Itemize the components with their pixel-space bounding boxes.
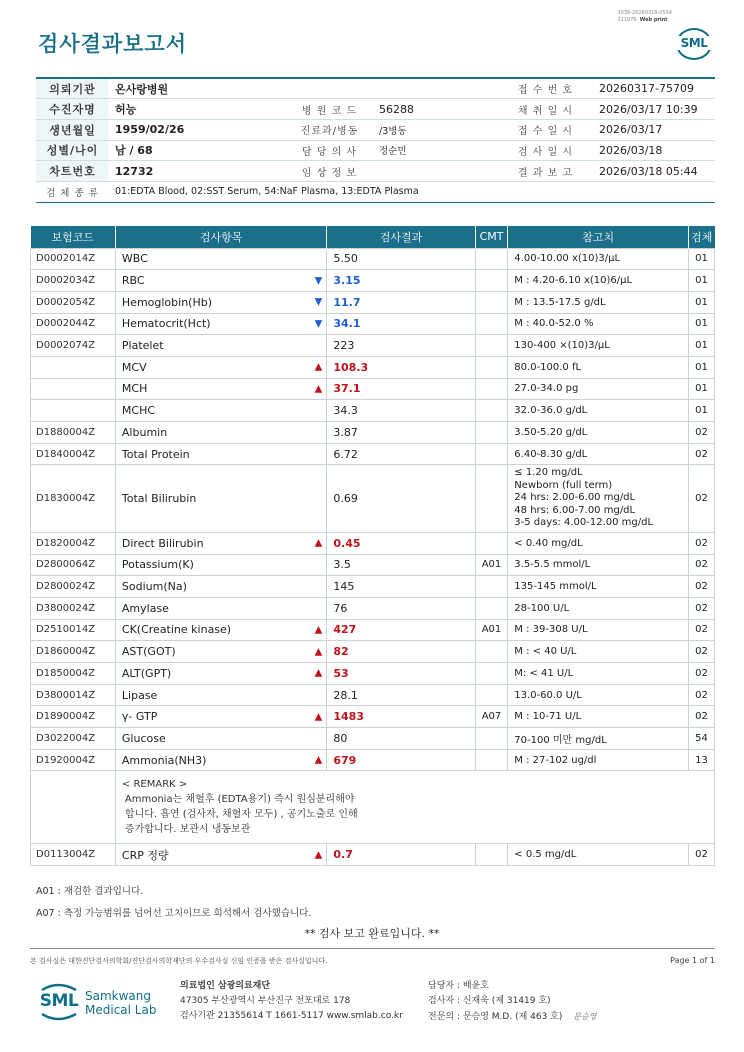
lab-contact: 검사기관 21355614 T 1661-5117 www.smlab.co.kr (180, 1011, 403, 1021)
result-item-name: ALT(GPT) (121, 666, 172, 680)
col-header-cmt: CMT (475, 226, 508, 248)
doctor-value: 정순민 (373, 140, 498, 161)
lab-logo-text: SML (39, 991, 79, 1011)
result-row (31, 443, 715, 465)
result-row (31, 335, 715, 357)
patient-name-value: 허능 (109, 99, 286, 120)
staff-info (428, 979, 596, 1025)
result-item-name: Ammonia(NH3) (121, 753, 207, 767)
remark-row (31, 771, 715, 844)
result-item (115, 554, 326, 576)
result-item (115, 248, 326, 270)
result-item-name: Sodium(Na) (121, 580, 187, 594)
document-number-text: 3038-20260318-0554 (617, 10, 672, 16)
result-reference: 3.50-5.20 g/dL (508, 422, 689, 444)
result-specimen: 01 (688, 270, 714, 292)
specimen-label: 검 체 종 류 (36, 181, 109, 202)
staff-value: 배윤호 (462, 981, 489, 991)
lab-address: 47305 부산광역시 부산진구 전포대로 178 (180, 996, 351, 1006)
specimen-value: 01:EDTA Blood, 02:SST Serum, 54:NaF Plasma, 13:EDTA Plasma (109, 181, 715, 202)
tester-label: 검사자 : (428, 996, 460, 1006)
result-specimen: 01 (688, 356, 714, 378)
high-flag-icon: ▲ (314, 383, 323, 395)
result-cmt (475, 356, 508, 378)
result-item (115, 619, 326, 641)
remark-line: 합니다. 흡연 (검사자, 채혈자 모두) , 공기노출로 인해 (124, 809, 358, 821)
col-header-code: 보험코드 (31, 226, 116, 248)
result-cmt (475, 641, 508, 663)
result-code: D3800024Z (31, 597, 116, 619)
lab-name-line2: Medical Lab (85, 1003, 157, 1017)
result-cmt (475, 443, 508, 465)
doctor-label: 담 당 의 사 (286, 140, 373, 161)
result-specimen: 01 (688, 378, 714, 400)
sex-age-value: 남 / 68 (109, 140, 286, 161)
result-reference: 27.0-34.0 pg (508, 378, 689, 400)
result-value: 108.3 (327, 356, 475, 378)
result-value: 34.3 (327, 400, 475, 422)
result-cmt (475, 844, 508, 866)
patient-row (36, 140, 715, 161)
result-value: 145 (327, 576, 475, 598)
high-flag-icon: ▲ (314, 849, 323, 861)
result-code: D0002054Z (31, 291, 116, 313)
result-item-name: RBC (121, 274, 145, 288)
result-cmt (475, 749, 508, 771)
test-date-value: 2026/03/18 (593, 140, 715, 161)
reference-line: 24 hrs: 2.00-6.00 mg/dL (514, 492, 636, 504)
result-item-name: MCHC (121, 404, 156, 418)
result-item-name: Amylase (121, 601, 169, 615)
dob-label: 생년월일 (36, 119, 109, 140)
result-item (115, 356, 326, 378)
result-row (31, 728, 715, 750)
result-value: 3.5 (327, 554, 475, 576)
result-row (31, 422, 715, 444)
result-reference: 3.5-5.5 mmol/L (508, 554, 689, 576)
specialist-value: 문승영 M.D. (제 463 호) (462, 1012, 563, 1022)
result-specimen: 01 (688, 248, 714, 270)
result-reference: 130-400 ×(10)3/μL (508, 335, 689, 357)
result-code: D1920004Z (31, 749, 116, 771)
result-reference: M : 40.0-52.0 % (508, 313, 689, 335)
report-date-value: 2026/03/18 05:44 (593, 161, 715, 182)
result-specimen: 02 (688, 554, 714, 576)
result-item (115, 663, 326, 685)
result-row (31, 532, 715, 554)
result-item-name: Albumin (121, 425, 168, 439)
result-code: D3022004Z (31, 728, 116, 750)
reference-line: 48 hrs: 6.00-7.00 mg/dL (514, 504, 636, 516)
result-value: 80 (327, 728, 475, 750)
result-specimen: 02 (688, 619, 714, 641)
sml-logo (674, 28, 714, 60)
result-row (31, 684, 715, 706)
result-row (31, 706, 715, 728)
collect-date-label: 채 취 일 시 (498, 99, 593, 120)
results-table (30, 226, 715, 866)
result-cmt (475, 597, 508, 619)
foundation-name: 의료법인 삼광의료재단 (180, 981, 271, 991)
result-specimen: 02 (688, 706, 714, 728)
result-row (31, 400, 715, 422)
result-item-name: Total Bilirubin (121, 492, 197, 506)
document-sub (617, 17, 672, 24)
samkwang-logo (36, 980, 166, 1022)
result-reference: 135-145 mmol/L (508, 576, 689, 598)
result-item (115, 291, 326, 313)
result-reference: 32.0-36.0 g/dL (508, 400, 689, 422)
result-value: 0.45 (327, 532, 475, 554)
result-reference: 80.0-100.0 fL (508, 356, 689, 378)
receipt-no-label: 접 수 번 호 (498, 78, 593, 99)
result-specimen: 01 (688, 291, 714, 313)
result-cmt (475, 335, 508, 357)
result-code: D1820004Z (31, 532, 116, 554)
chart-no-value: 12732 (109, 161, 286, 182)
result-reference: 70-100 미만 mg/dL (508, 728, 689, 750)
result-value: 28.1 (327, 684, 475, 706)
result-item (115, 749, 326, 771)
staff-label: 담당자 : (428, 981, 460, 991)
result-cmt (475, 291, 508, 313)
result-item (115, 443, 326, 465)
patient-name-label: 수진자명 (36, 99, 109, 120)
result-code: D1880004Z (31, 422, 116, 444)
result-row (31, 248, 715, 270)
col-header-result: 검사결과 (327, 226, 475, 248)
result-code: D0113004Z (31, 844, 116, 866)
result-row (31, 270, 715, 292)
clinical-label: 임 상 정 보 (286, 161, 373, 182)
result-item-name: CRP 정량 (121, 848, 169, 862)
result-code (31, 356, 116, 378)
result-cmt (475, 684, 508, 706)
collect-date-value: 2026/03/17 10:39 (593, 99, 715, 120)
result-item-name: Direct Bilirubin (121, 536, 204, 550)
result-specimen: 02 (688, 641, 714, 663)
result-code: D0002074Z (31, 335, 116, 357)
reference-line: 3-5 days: 4.00-12.00 mg/dL (514, 517, 654, 529)
results-header-row (31, 226, 715, 248)
result-reference: 6.40-8.30 g/dL (508, 443, 689, 465)
result-item (115, 400, 326, 422)
requester-value: 온사랑병원 (109, 78, 498, 99)
result-item (115, 597, 326, 619)
result-code: D0002034Z (31, 270, 116, 292)
result-cmt (475, 532, 508, 554)
result-code: D1850004Z (31, 663, 116, 685)
requester-label: 의뢰기관 (36, 78, 109, 99)
reference-line: Newborn (full term) (514, 479, 613, 491)
result-row (31, 554, 715, 576)
result-value: 76 (327, 597, 475, 619)
result-specimen: 02 (688, 576, 714, 598)
result-value: 6.72 (327, 443, 475, 465)
high-flag-icon: ▲ (314, 537, 323, 549)
remark-line: 증가합니다. 보관시 냉동보관 (124, 824, 251, 836)
result-item-name: MCH (121, 382, 148, 396)
lab-name (85, 989, 156, 1017)
specialist-label: 전문의 : (428, 1012, 460, 1022)
result-code: D1860004Z (31, 641, 116, 663)
result-item (115, 422, 326, 444)
result-specimen: 02 (688, 532, 714, 554)
web-print-label: Web print (639, 17, 668, 23)
result-item (115, 270, 326, 292)
result-specimen: 02 (688, 663, 714, 685)
result-item-name: Potassium(K) (121, 558, 194, 572)
result-item-name: Hematocrit(Hct) (121, 317, 211, 331)
result-reference (508, 465, 689, 533)
result-reference: M: < 41 U/L (508, 663, 689, 685)
result-cmt (475, 270, 508, 292)
tester-value: 신재욱 (제 31419 호) (462, 996, 551, 1006)
result-row (31, 597, 715, 619)
result-item-name: MCV (121, 360, 147, 374)
result-code: D2800064Z (31, 554, 116, 576)
test-date-label: 검 사 일 시 (498, 140, 593, 161)
reference-line: ≤ 1.20 mg/dL (514, 467, 583, 479)
col-header-spec: 검체 (688, 226, 714, 248)
result-value: 223 (327, 335, 475, 357)
result-item-name: Glucose (121, 731, 166, 745)
result-row (31, 619, 715, 641)
remark-cell (115, 771, 714, 844)
result-value: 11.7 (327, 291, 475, 313)
hospital-code-value: 56288 (373, 99, 498, 120)
result-value: 82 (327, 641, 475, 663)
remark-line: Ammonia는 채혈후 (EDTA용기) 즉시 원심분리해야 (124, 794, 355, 806)
result-item (115, 465, 326, 533)
footer-divider (30, 948, 715, 949)
col-header-item: 검사항목 (115, 226, 326, 248)
result-code: D0002014Z (31, 248, 116, 270)
result-cmt (475, 313, 508, 335)
patient-info-table (36, 77, 715, 203)
result-row (31, 749, 715, 771)
result-code: D2510014Z (31, 619, 116, 641)
result-value: 34.1 (327, 313, 475, 335)
receipt-no-value: 20260317-75709 (593, 78, 715, 99)
result-value: 427 (327, 619, 475, 641)
result-item (115, 844, 326, 866)
note-a01: A01 : 재검한 결과입니다. (36, 886, 144, 897)
result-item-name: WBC (121, 252, 148, 266)
result-code: D1830004Z (31, 465, 116, 533)
result-cmt (475, 576, 508, 598)
result-row (31, 378, 715, 400)
result-cmt (475, 400, 508, 422)
result-item-name: Total Protein (121, 447, 190, 461)
result-code: D1840004Z (31, 443, 116, 465)
high-flag-icon: ▲ (314, 361, 323, 373)
result-item (115, 576, 326, 598)
result-value: 1483 (327, 706, 475, 728)
result-cmt: A07 (475, 706, 508, 728)
result-specimen: 13 (688, 749, 714, 771)
result-item (115, 532, 326, 554)
result-cmt: A01 (475, 554, 508, 576)
document-number (617, 10, 672, 24)
result-item (115, 378, 326, 400)
result-value: 37.1 (327, 378, 475, 400)
result-row (31, 356, 715, 378)
patient-row (36, 99, 715, 120)
result-reference: < 0.5 mg/dL (508, 844, 689, 866)
result-value: 0.69 (327, 465, 475, 533)
specialist-line (428, 1009, 596, 1025)
result-code: D1890004Z (31, 706, 116, 728)
result-item (115, 641, 326, 663)
chart-no-label: 차트번호 (36, 161, 109, 182)
result-specimen: 02 (688, 684, 714, 706)
tester-line (428, 994, 596, 1009)
result-item-name: Lipase (121, 688, 158, 702)
sex-age-label: 성별/나이 (36, 140, 109, 161)
result-specimen: 54 (688, 728, 714, 750)
result-row (31, 465, 715, 533)
page-number: Page 1 of 1 (670, 956, 715, 965)
result-code: D2800024Z (31, 576, 116, 598)
high-flag-icon: ▲ (314, 754, 323, 766)
result-row (31, 576, 715, 598)
result-row (31, 663, 715, 685)
certification-text: 본 검사실은 대한진단검사의학회/진단검사의학재단의 우수검사실 신임 인증을 받은 검사실입니다. (30, 957, 328, 965)
result-cmt (475, 728, 508, 750)
result-specimen: 01 (688, 400, 714, 422)
result-value: 0.7 (327, 844, 475, 866)
result-specimen: 02 (688, 844, 714, 866)
result-code: D0002044Z (31, 313, 116, 335)
result-specimen: 02 (688, 443, 714, 465)
result-item (115, 728, 326, 750)
result-value: 679 (327, 749, 475, 771)
result-specimen: 02 (688, 465, 714, 533)
receipt-date-value: 2026/03/17 (593, 119, 715, 140)
result-reference: < 0.40 mg/dL (508, 532, 689, 554)
result-value: 3.87 (327, 422, 475, 444)
document-sub-text: 121076 (617, 17, 637, 23)
result-cmt (475, 378, 508, 400)
report-complete-note: ** 검사 보고 완료입니다. ** (304, 927, 440, 940)
result-row (31, 641, 715, 663)
result-cmt (475, 465, 508, 533)
result-item-name: γ- GTP (121, 710, 158, 724)
result-row (31, 291, 715, 313)
result-code (31, 378, 116, 400)
result-item (115, 335, 326, 357)
receipt-date-label: 접 수 일 시 (498, 119, 593, 140)
patient-row (36, 161, 715, 182)
result-reference: M : 13.5-17.5 g/dL (508, 291, 689, 313)
result-row (31, 313, 715, 335)
result-item-name: AST(GOT) (121, 645, 176, 659)
patient-row (36, 181, 715, 202)
lab-name-line1: Samkwang (85, 989, 151, 1003)
high-flag-icon: ▲ (314, 624, 323, 636)
result-reference: 13.0-60.0 U/L (508, 684, 689, 706)
patient-row (36, 78, 715, 99)
result-value: 3.15 (327, 270, 475, 292)
result-code: D3800014Z (31, 684, 116, 706)
result-reference: M : < 40 U/L (508, 641, 689, 663)
result-specimen: 01 (688, 335, 714, 357)
remark-empty (31, 771, 116, 844)
result-item-name: Hemoglobin(Hb) (121, 295, 213, 309)
result-specimen: 01 (688, 313, 714, 335)
note-a07: A07 : 측정 가능범위를 넘어선 고치이므로 희석해서 검사했습니다. (36, 908, 312, 919)
remark-title: < REMARK > (121, 779, 188, 791)
result-cmt (475, 248, 508, 270)
result-cmt (475, 422, 508, 444)
result-value: 53 (327, 663, 475, 685)
report-date-label: 결 과 보 고 (498, 161, 593, 182)
col-header-ref: 참고치 (508, 226, 689, 248)
result-item (115, 706, 326, 728)
lab-info (180, 979, 403, 1024)
result-code (31, 400, 116, 422)
dob-value: 1959/02/26 (109, 119, 286, 140)
specialist-signature: 문승영 (573, 1012, 597, 1021)
dept-label: 진료과/병동 (286, 119, 373, 140)
low-flag-icon: ▼ (314, 275, 323, 287)
result-item (115, 313, 326, 335)
page-title: 검사결과보고서 (38, 32, 188, 56)
sml-logo-text: SML (674, 36, 714, 50)
high-flag-icon: ▲ (314, 667, 323, 679)
result-reference: M : 27-102 ug/dl (508, 749, 689, 771)
result-reference: M : 10-71 U/L (508, 706, 689, 728)
result-reference: M : 4.20-6.10 x(10)6/μL (508, 270, 689, 292)
low-flag-icon: ▼ (314, 318, 323, 330)
result-item-name: CK(Creatine kinase) (121, 623, 232, 637)
result-reference: 4.00-10.00 x(10)3/μL (508, 248, 689, 270)
high-flag-icon: ▲ (314, 711, 323, 723)
result-cmt: A01 (475, 619, 508, 641)
result-specimen: 02 (688, 422, 714, 444)
result-item (115, 684, 326, 706)
staff-line (428, 979, 596, 994)
clinical-value (373, 161, 498, 182)
low-flag-icon: ▼ (314, 296, 323, 308)
result-value: 5.50 (327, 248, 475, 270)
result-cmt (475, 663, 508, 685)
result-specimen: 02 (688, 597, 714, 619)
result-row (31, 844, 715, 866)
dept-value: /3병동 (373, 119, 498, 140)
high-flag-icon: ▲ (314, 646, 323, 658)
patient-row (36, 119, 715, 140)
hospital-code-label: 병 원 코 드 (286, 99, 373, 120)
result-reference: 28-100 U/L (508, 597, 689, 619)
result-reference: M : 39-308 U/L (508, 619, 689, 641)
result-item-name: Platelet (121, 339, 164, 353)
